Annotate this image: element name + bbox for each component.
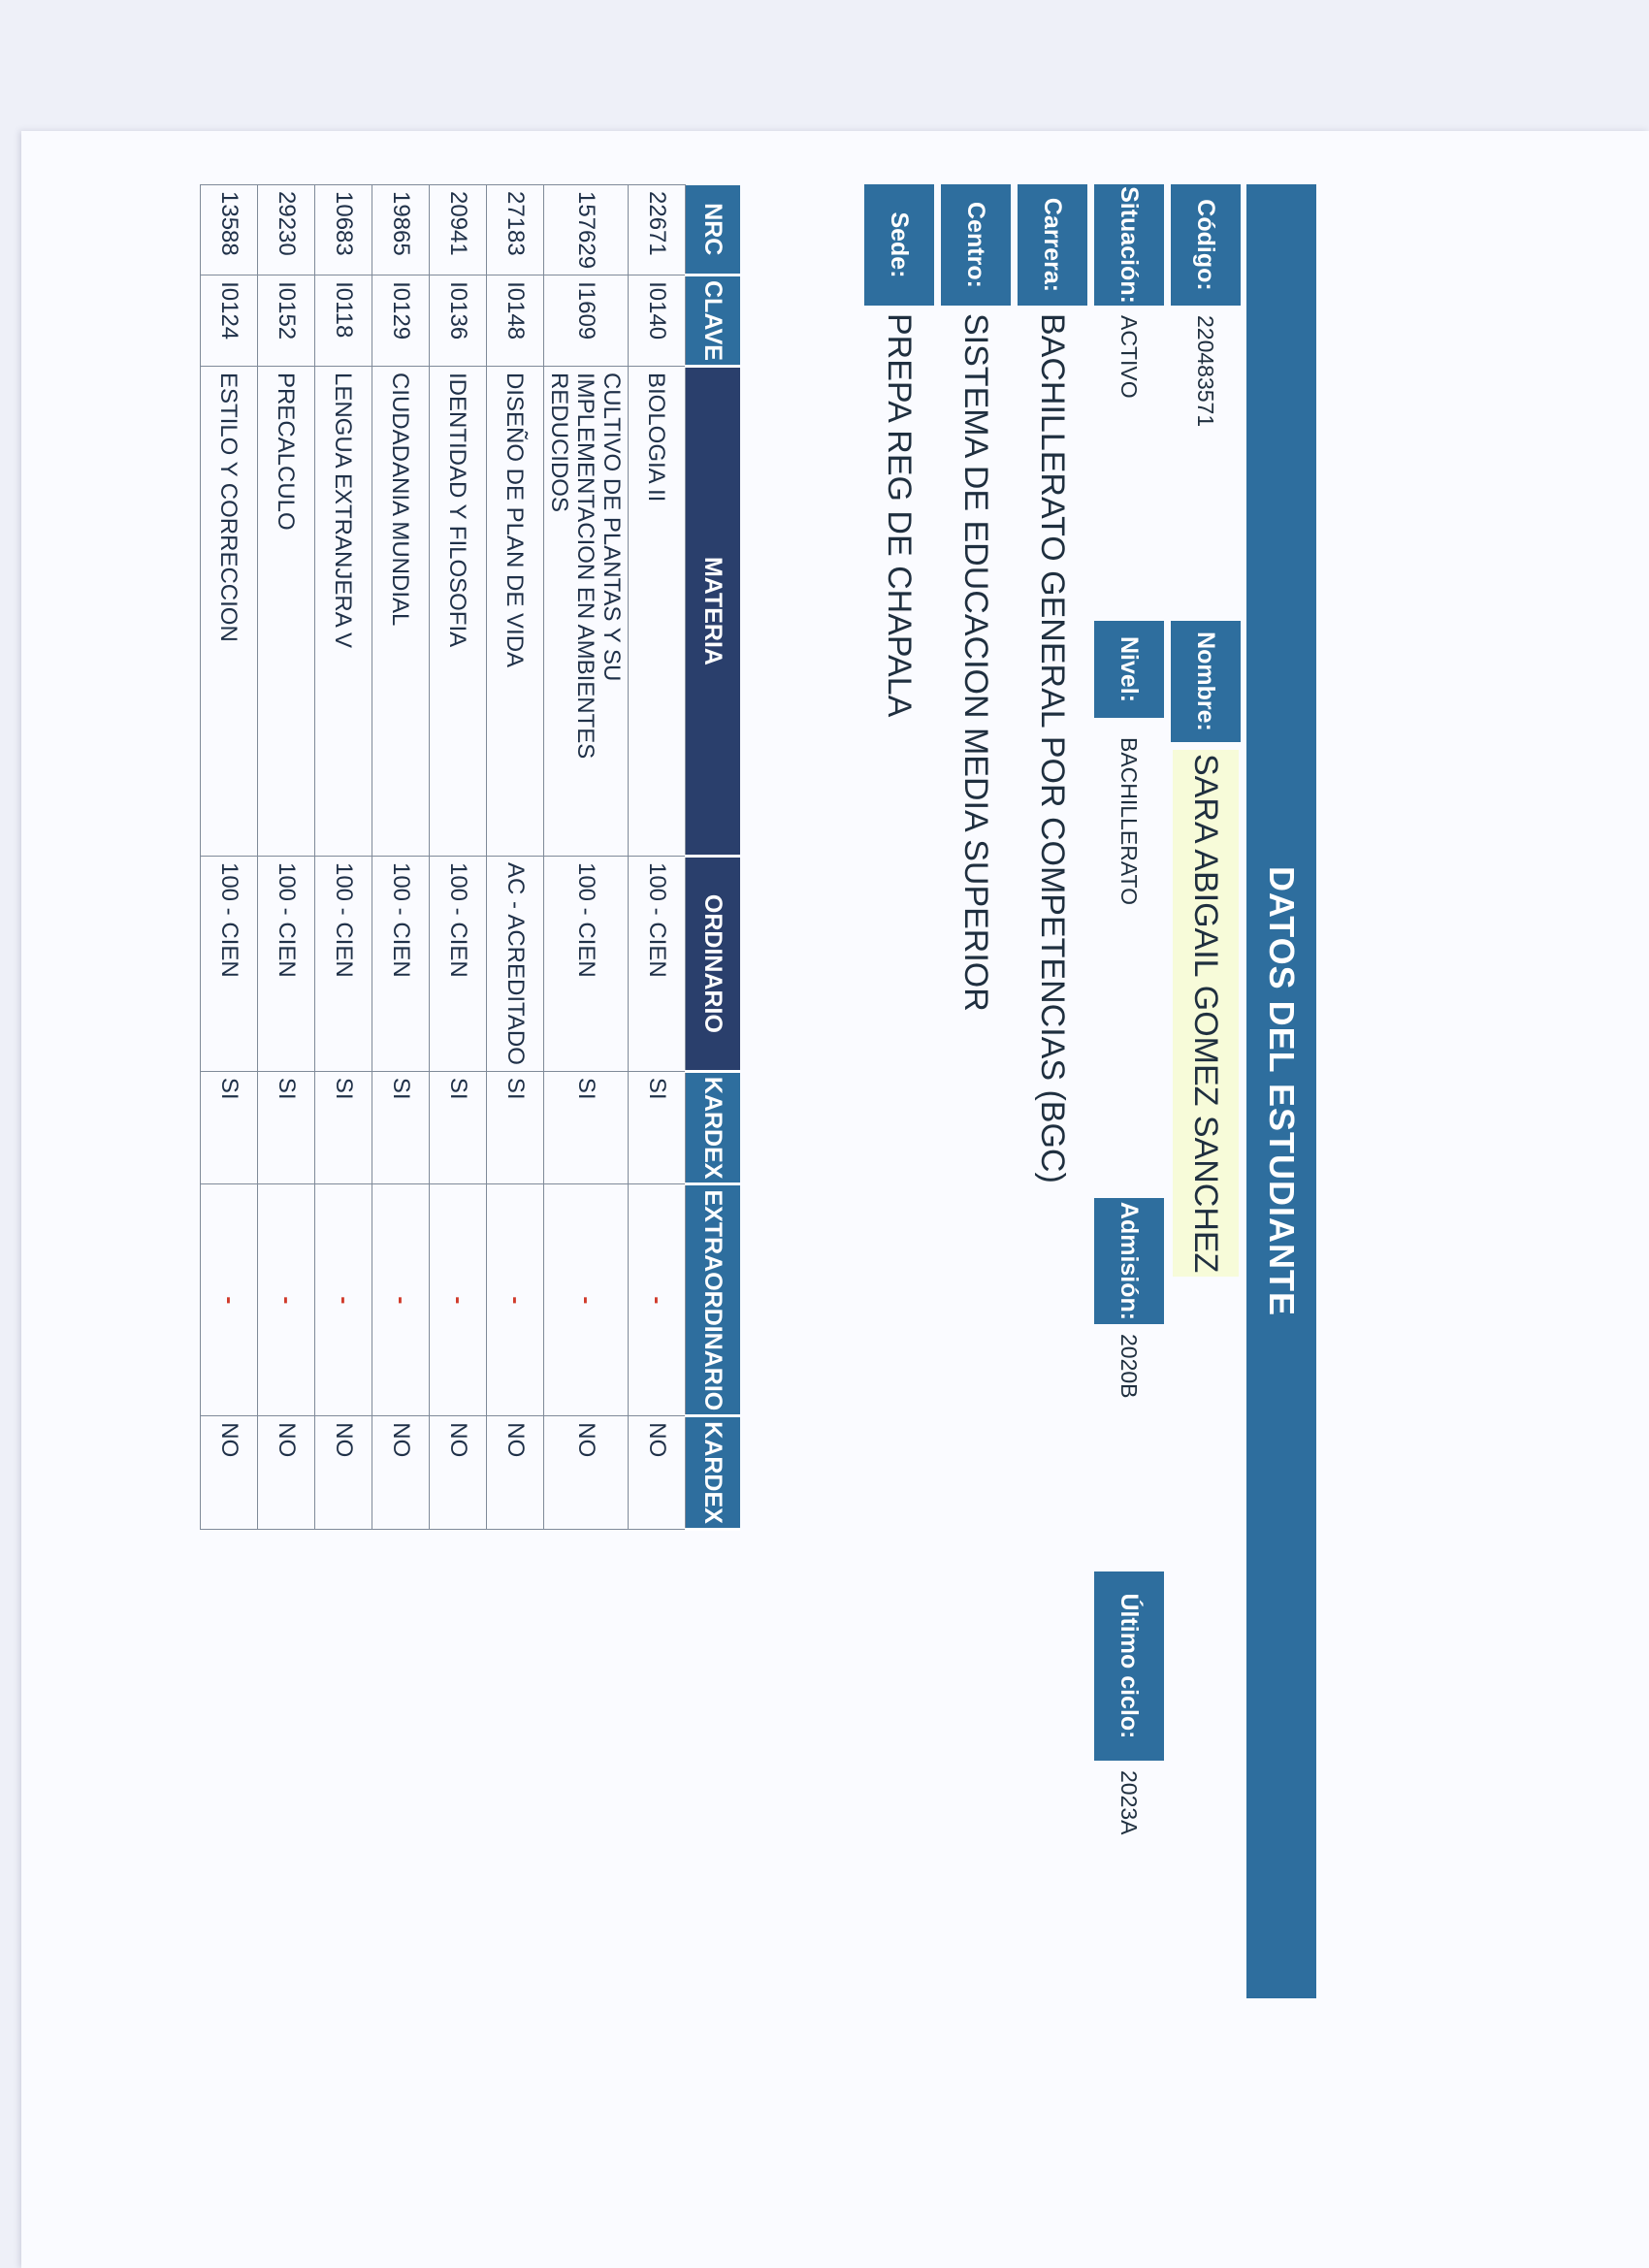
cell-kardex: SI [487, 1071, 544, 1184]
cell-kardex2: NO [629, 1416, 686, 1530]
cell-kardex: SI [372, 1071, 430, 1184]
ultimo-ciclo-value: 2023A [1116, 1770, 1143, 1835]
nivel-label: Nivel: [1094, 621, 1164, 718]
column-header-kardex: KARDEX [686, 1071, 741, 1184]
cell-ordinario: 100 - CIEN [258, 856, 315, 1071]
cell-extraordinario: - [629, 1184, 686, 1416]
cell-kardex2: NO [430, 1416, 487, 1530]
cell-nrc: 19865 [372, 185, 430, 275]
cell-clave: I0152 [258, 275, 315, 367]
cell-kardex: SI [258, 1071, 315, 1184]
student-record-document [215, 184, 1316, 2231]
cell-kardex2: NO [372, 1416, 430, 1530]
cell-kardex2: NO [315, 1416, 372, 1530]
codigo-value: 220483571 [1193, 315, 1219, 428]
cell-clave: I0124 [201, 275, 258, 367]
table-row [315, 185, 372, 1530]
table-row [201, 185, 258, 1530]
table-header-row [686, 185, 741, 1530]
cell-materia: BIOLOGIA II [629, 366, 686, 856]
cell-extraordinario: - [430, 1184, 487, 1416]
sede-value: PREPA REG DE CHAPALA [881, 313, 919, 718]
cell-kardex2: NO [544, 1416, 629, 1530]
cell-kardex2: NO [201, 1416, 258, 1530]
codigo-label: Código: [1171, 184, 1241, 306]
cell-materia: IDENTIDAD Y FILOSOFIA [430, 366, 487, 856]
carrera-label: Carrera: [1018, 184, 1087, 306]
grades-table [200, 184, 740, 1531]
column-header-kardex2: KARDEX [686, 1416, 741, 1530]
table-row [258, 185, 315, 1530]
cell-ordinario: 100 - CIEN [430, 856, 487, 1071]
column-header-nrc: NRC [686, 185, 741, 275]
cell-clave: I0118 [315, 275, 372, 367]
cell-kardex2: NO [258, 1416, 315, 1530]
cell-kardex: SI [315, 1071, 372, 1184]
admision-label: Admisión: [1094, 1198, 1164, 1324]
cell-extraordinario: - [258, 1184, 315, 1416]
cell-kardex: SI [544, 1071, 629, 1184]
cell-nrc: 29230 [258, 185, 315, 275]
column-header-materia: MATERIA [686, 366, 741, 856]
cell-ordinario: 100 - CIEN [629, 856, 686, 1071]
cell-clave: I1609 [544, 275, 629, 367]
cell-clave: I0148 [487, 275, 544, 367]
table-row [544, 185, 629, 1530]
situacion-label: Situación: [1094, 184, 1164, 306]
cell-extraordinario: - [201, 1184, 258, 1416]
nombre-value: SARA ABIGAIL GOMEZ SANCHEZ [1173, 750, 1239, 1277]
nombre-label: Nombre: [1171, 621, 1241, 742]
document-title: DATOS DEL ESTUDIANTE [1246, 184, 1316, 1998]
cell-nrc: 20941 [430, 185, 487, 275]
cell-kardex: SI [430, 1071, 487, 1184]
table-row [487, 185, 544, 1530]
cell-nrc: 10683 [315, 185, 372, 275]
cell-ordinario: 100 - CIEN [544, 856, 629, 1071]
sede-label: Sede: [864, 184, 934, 306]
cell-extraordinario: - [372, 1184, 430, 1416]
cell-kardex2: NO [487, 1416, 544, 1530]
cell-clave: I0136 [430, 275, 487, 367]
cell-kardex: SI [201, 1071, 258, 1184]
cell-ordinario: AC - ACREDITADO [487, 856, 544, 1071]
cell-materia: LENGUA EXTRANJERA V [315, 366, 372, 856]
cell-extraordinario: - [544, 1184, 629, 1416]
cell-ordinario: 100 - CIEN [201, 856, 258, 1071]
cell-nrc: 22671 [629, 185, 686, 275]
cell-materia: DISEÑO DE PLAN DE VIDA [487, 366, 544, 856]
cell-extraordinario: - [487, 1184, 544, 1416]
cell-nrc: 157629 [544, 185, 629, 275]
cell-kardex: SI [629, 1071, 686, 1184]
cell-clave: I0140 [629, 275, 686, 367]
centro-value: SISTEMA DE EDUCACION MEDIA SUPERIOR [957, 313, 995, 1012]
table-row [629, 185, 686, 1530]
table-row [430, 185, 487, 1530]
column-header-clave: CLAVE [686, 275, 741, 367]
centro-label: Centro: [941, 184, 1011, 306]
cell-ordinario: 100 - CIEN [315, 856, 372, 1071]
cell-clave: I0129 [372, 275, 430, 367]
admision-value: 2020B [1116, 1334, 1143, 1399]
cell-nrc: 27183 [487, 185, 544, 275]
cell-extraordinario: - [315, 1184, 372, 1416]
cell-materia: PRECALCULO [258, 366, 315, 856]
situacion-value: ACTIVO [1116, 315, 1143, 399]
carrera-value: BACHILLERATO GENERAL POR COMPETENCIAS (BGC) [1034, 313, 1072, 1183]
ultimo-ciclo-label: Último ciclo: [1094, 1571, 1164, 1761]
table-row [372, 185, 430, 1530]
cell-nrc: 13588 [201, 185, 258, 275]
nivel-value: BACHILLERATO [1116, 737, 1143, 905]
cell-materia: CULTIVO DE PLANTAS Y SU IMPLEMENTACION EN AMBIENTES REDUCIDOS [544, 366, 629, 856]
cell-materia: CIUDADANIA MUNDIAL [372, 366, 430, 856]
cell-materia: ESTILO Y CORRECCION [201, 366, 258, 856]
column-header-extraordinario: EXTRAORDINARIO [686, 1184, 741, 1416]
cell-ordinario: 100 - CIEN [372, 856, 430, 1071]
column-header-ordinario: ORDINARIO [686, 856, 741, 1071]
